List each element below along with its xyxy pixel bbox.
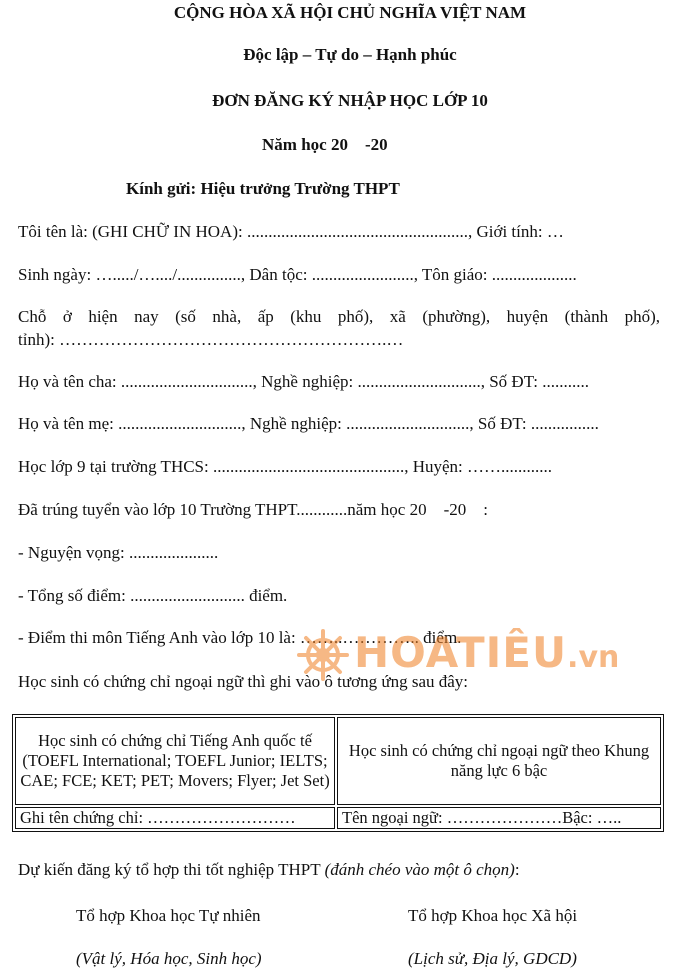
social-sciences-subjects: (Lịch sử, Địa lý, GDCD): [408, 949, 577, 968]
social-sciences-option: Tổ hợp Khoa học Xã hội: [408, 906, 578, 925]
name-field: Tôi tên là: (GHI CHỮ IN HOA): ...................................................., Giới tính: …: [18, 222, 564, 241]
natural-sciences-subjects: (Vật lý, Hóa học, Sinh học): [76, 949, 262, 968]
recipient: Kính gửi: Hiệu trưởng Trường THPT: [126, 179, 400, 198]
country-heading: CỘNG HÒA XÃ HỘI CHỦ NGHĨA VIỆT NAM: [173, 3, 527, 22]
framework-certificate-header: Học sinh có chứng chỉ ngoại ngữ theo Khung năng lực 6 bậc: [337, 717, 661, 805]
english-score-field: - Điểm thi môn Tiếng Anh vào lớp 10 là: ……..………….. điểm.: [18, 628, 462, 647]
exam-combination-intro: Dự kiến đăng ký tổ hợp thi tốt nghiệp THPT (đánh chéo vào một ô chọn):: [18, 860, 520, 879]
school-year: Năm học 20 -20: [262, 135, 388, 154]
framework-certificate-field: Tên ngoại ngữ: …………………Bậc: …..: [337, 807, 661, 829]
admitted-field: Đã trúng tuyển vào lớp 10 Trường THPT............năm học 20 -20 :: [18, 500, 488, 519]
mother-field: Họ và tên mẹ: ............................., Nghề nghiệp: ............................., Số ĐT: ................: [18, 414, 599, 433]
motto: Độc lập – Tự do – Hạnh phúc: [243, 45, 457, 64]
total-score-field: - Tổng số điểm: ........................... điểm.: [18, 586, 288, 605]
international-certificate-header: Học sinh có chứng chỉ Tiếng Anh quốc tế (TOEFL International; TOEFL Junior; IELTS; CAE; FCE; KET; PET; Movers; Flyer; Jet Set): [15, 717, 335, 805]
watermark-logo: [296, 628, 620, 684]
watermark-brand: HOATIÊU.vn: [354, 628, 620, 677]
grade9-school-field: Học lớp 9 tại trường THCS: ............................................., Huyện: ……............: [18, 457, 553, 476]
international-certificate-field: Ghi tên chứng chỉ: ………………………: [15, 807, 335, 829]
ship-wheel-icon: [296, 628, 350, 682]
certificate-header-row: [15, 717, 661, 805]
address-field-line2: tỉnh): ………………………………………………….…: [18, 330, 404, 349]
father-field: Họ và tên cha: ..............................., Nghề nghiệp: ............................., Số ĐT: ...........: [18, 372, 589, 391]
certificate-intro: Học sinh có chứng chỉ ngoại ngữ thì ghi vào ô tương ứng sau đây:: [18, 672, 469, 691]
birth-field: Sinh ngày: …...../…..../..............., Dân tộc: ........................, Tôn giáo: ....................: [18, 265, 577, 284]
natural-sciences-option: Tổ hợp Khoa học Tự nhiên: [76, 906, 261, 925]
address-field-line1: Chỗ ở hiện nay (số nhà, ấp (khu phố), xã (phường), huyện (thành phố),: [18, 307, 660, 326]
certificate-field-row: [15, 807, 661, 829]
certificate-table: [12, 714, 664, 832]
form-title: ĐƠN ĐĂNG KÝ NHẬP HỌC LỚP 10: [212, 91, 488, 110]
wish-field: - Nguyện vọng: .....................: [18, 543, 219, 562]
